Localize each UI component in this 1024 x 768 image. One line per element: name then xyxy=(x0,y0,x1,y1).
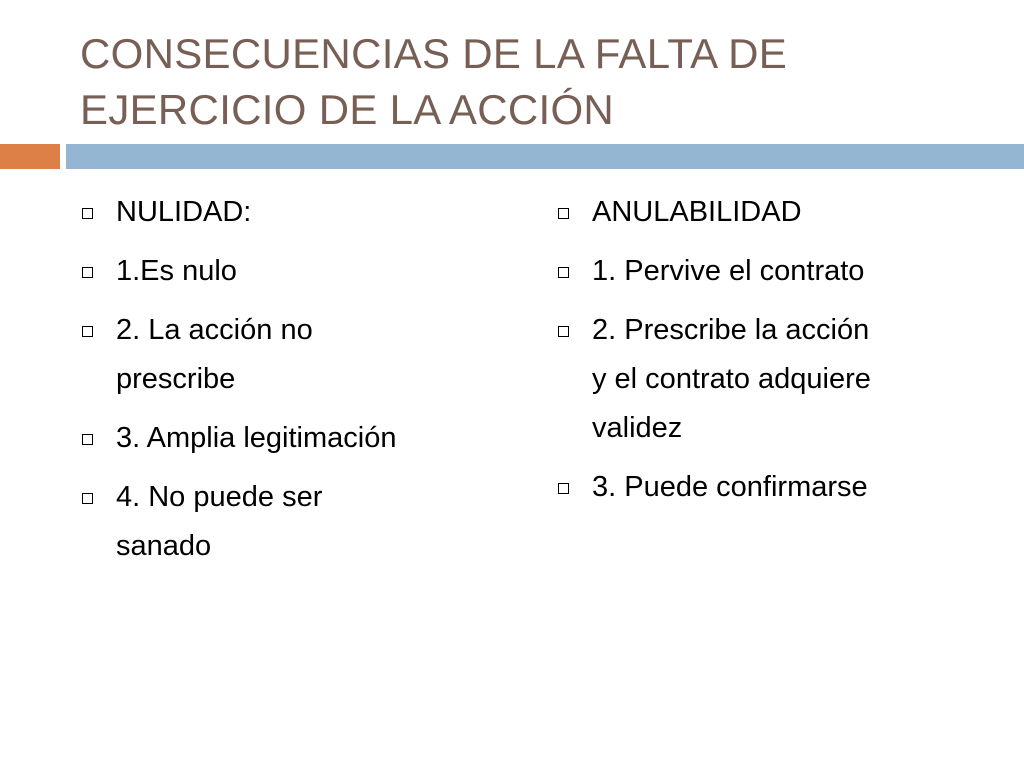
item-text: 2. Prescribe la acción xyxy=(592,314,870,346)
list-item xyxy=(80,306,500,404)
item-text: 3. Puede confirmarse xyxy=(592,471,868,503)
square-bullet-icon xyxy=(558,326,569,337)
nulidad-column xyxy=(80,188,500,581)
square-bullet-icon xyxy=(558,208,569,219)
item-text: NULIDAD: xyxy=(116,196,252,228)
square-bullet-icon xyxy=(82,208,93,219)
item-text-continued: sanado xyxy=(116,530,212,562)
square-bullet-icon xyxy=(82,267,93,278)
item-text-continued: y el contrato adquiere xyxy=(592,363,871,395)
slide-title xyxy=(80,26,980,138)
square-bullet-icon xyxy=(558,267,569,278)
slide-title-line-2: EJERCICIO DE LA ACCIÓN xyxy=(80,86,615,133)
square-bullet-icon xyxy=(558,483,569,494)
list-item xyxy=(80,188,500,237)
list-item xyxy=(556,247,976,296)
list-item xyxy=(556,188,976,237)
item-text: 1.Es nulo xyxy=(116,255,237,287)
list-item xyxy=(556,463,976,512)
item-text: 3. Amplia legitimación xyxy=(116,422,397,454)
list-item xyxy=(556,306,976,453)
item-text-continued: validez xyxy=(592,412,683,444)
list-item xyxy=(80,473,500,571)
square-bullet-icon xyxy=(82,434,93,445)
square-bullet-icon xyxy=(82,493,93,504)
item-text: 1. Pervive el contrato xyxy=(592,255,865,287)
slide-title-line-1: CONSECUENCIAS DE LA FALTA DE xyxy=(80,30,788,77)
anulabilidad-column xyxy=(556,188,976,522)
item-text-continued: prescribe xyxy=(116,363,236,395)
item-text: ANULABILIDAD xyxy=(592,196,802,228)
list-item xyxy=(80,414,500,463)
item-text: 2. La acción no xyxy=(116,314,313,346)
accent-bar-orange xyxy=(0,144,60,169)
list-item xyxy=(80,247,500,296)
accent-bar-blue xyxy=(66,144,1024,169)
square-bullet-icon xyxy=(82,326,93,337)
item-text: 4. No puede ser xyxy=(116,481,323,513)
